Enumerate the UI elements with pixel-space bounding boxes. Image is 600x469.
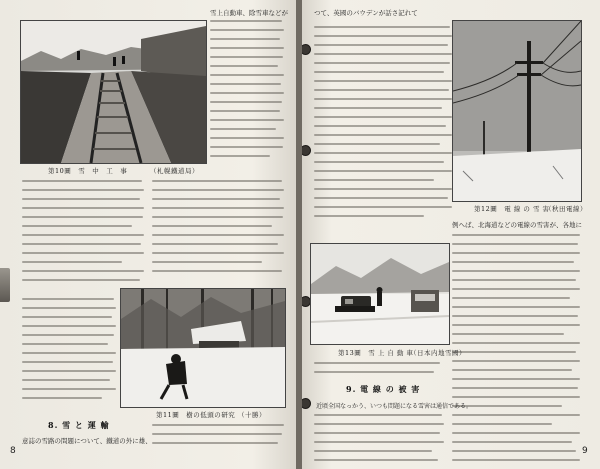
left-column-text-middle-right xyxy=(152,180,288,279)
figure-snow-vehicle xyxy=(310,243,450,345)
figure-snow-trees-caption: 第11圖 樹の低頭の研究 xyxy=(156,411,236,419)
figure-snow-vehicle-caption: 第13圖 雪 上 自 動 車 xyxy=(338,349,414,357)
figure-power-lines-caption: 第12圖 電 線 の 雪 害 xyxy=(474,205,550,213)
right-column-text-below-vehicle xyxy=(314,362,444,380)
left-page xyxy=(0,0,297,469)
right-page xyxy=(302,0,600,469)
binding-hole xyxy=(302,145,311,156)
right-column-text-bottom xyxy=(314,414,446,468)
page-number-right: 9 xyxy=(582,446,588,456)
left-column-text-lower xyxy=(22,298,118,406)
figure-power-lines-credit: （秋田電線） xyxy=(545,205,587,213)
section-heading-power-line-damage: 9. 電 線 の 被 害 xyxy=(346,384,421,394)
figure-snow-railway-caption: 第10圖 雪 中 工 事 xyxy=(48,167,128,175)
figure-snow-vehicle-credit: （日本内地雪國） xyxy=(410,349,466,357)
figure-snow-trees-credit: （十勝） xyxy=(238,411,266,419)
right-mid-first-line: 例へば、北海道などの電線の雪害が、各地に xyxy=(452,221,582,229)
left-column-text-top xyxy=(210,20,286,164)
figure-snow-trees xyxy=(120,288,286,408)
right-column-text-mid xyxy=(452,234,582,468)
figure-power-lines xyxy=(452,20,582,202)
right-column-text-top xyxy=(314,26,454,224)
binding-hole xyxy=(302,398,311,409)
page-number-left: 8 xyxy=(10,446,16,456)
figure-snow-railway-credit: （札幌鐵道局） xyxy=(150,167,199,175)
page-tab-marker xyxy=(0,268,10,302)
right-first-line: つて、英國のバウデンが話さ記れて xyxy=(314,9,418,17)
section-heading-snow-transport: 8. 雪 と 運 輸 xyxy=(48,420,110,430)
right-bottom-first-line: 近頃全国なっかう、いつも問題になる雪害は通信である。 xyxy=(316,403,473,410)
left-bottom-text: 意誌の雪路の問題について、鐵道の外に雄、 xyxy=(22,437,152,445)
figure-snow-railway xyxy=(20,20,207,164)
left-first-line: 雪上自動車、除雪車などが xyxy=(210,9,288,17)
left-bottom-right-text xyxy=(152,424,288,451)
binding-hole xyxy=(302,44,311,55)
